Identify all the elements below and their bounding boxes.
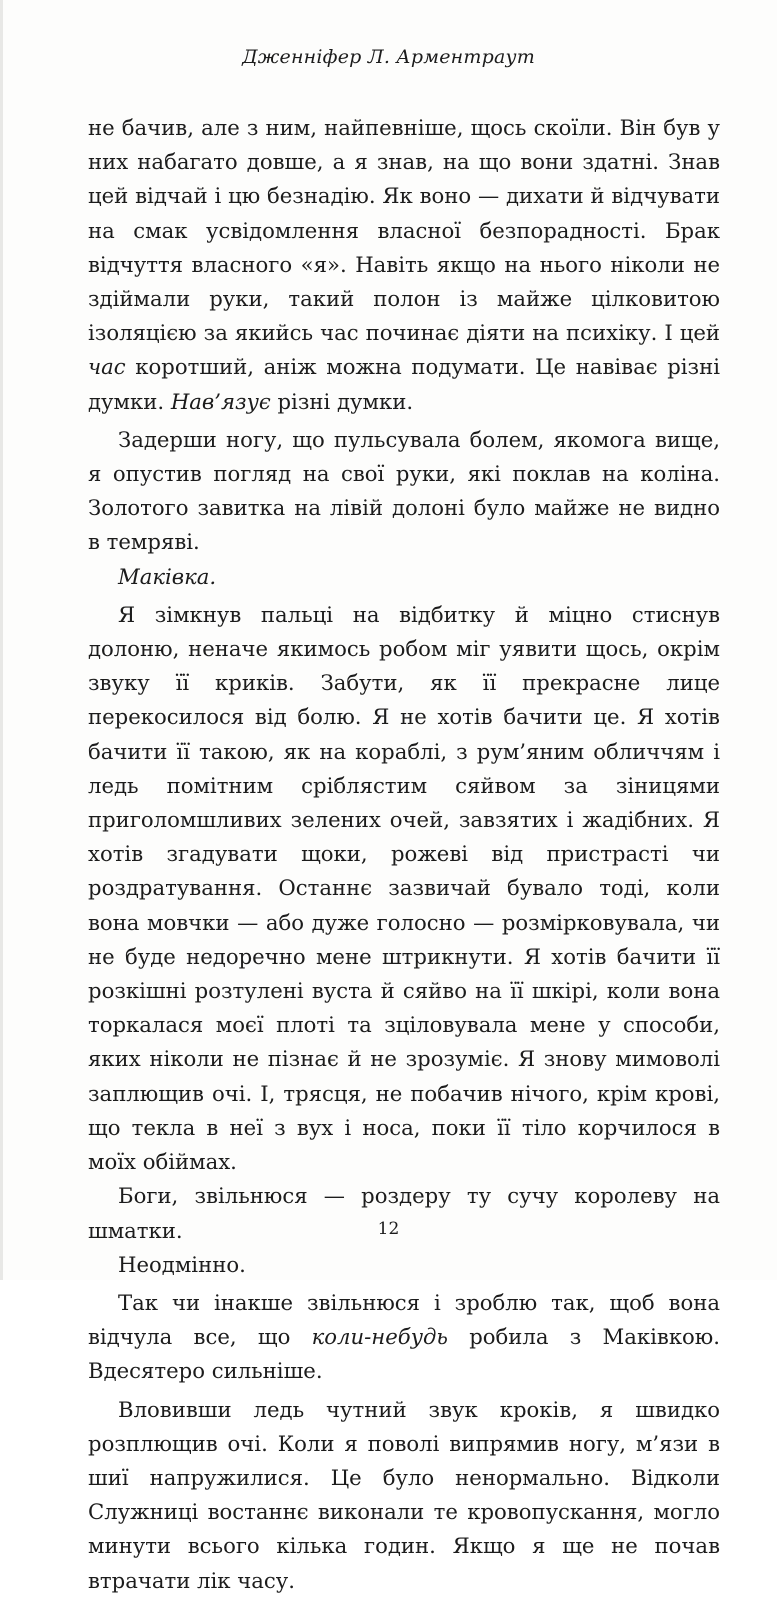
paragraph: Неодмінно. bbox=[118, 1251, 246, 1277]
page-edge-shadow bbox=[0, 0, 3, 1280]
paragraph: Задерши ногу, що пульсувала болем, якомога вище, я опустив погляд на свої руки, які поклав на коліна. Золотого завитка на лівій долоні було майже не видно в темряві. bbox=[88, 426, 720, 555]
paragraph: Боги, звільнюся — роздеру ту сучу королеву на шматки. bbox=[88, 1183, 720, 1243]
text-run: різні думки. bbox=[270, 388, 414, 414]
italic-word: коли-небудь bbox=[311, 1324, 448, 1350]
text-run: Так чи інакше звільнюся і зроблю так, щоб вона відчула все, що bbox=[88, 1289, 720, 1350]
paragraph bbox=[88, 560, 720, 594]
text-run: коротший, аніж можна подумати. Це навіває різні думки. bbox=[88, 354, 720, 414]
page-number: 12 bbox=[377, 1219, 400, 1239]
italic-line: Маківка. bbox=[118, 563, 217, 589]
running-head: Дженніфер Л. Арментраут bbox=[242, 46, 535, 68]
paragraph: Вловивши ледь чутний звук кроків, я швидко розплющив очі. Коли я поволі випрямив ногу, м’язи в шиї напружилися. Це було ненормально. Відколи Служниці востаннє виконали те кровопускання, могло минути всього кілька годин. Якщо я ще не почав втрачати лік часу. bbox=[88, 1396, 720, 1593]
paragraph bbox=[88, 111, 720, 419]
body-text bbox=[88, 111, 720, 1598]
paragraph: Я зімкнув пальці на відбитку й міцно стиснув долоню, неначе якимось робом міг уявити щось, окрім звуку її криків. Забути, як її прекрасне лице перекосилося від болю. Я не хотів бачити це. Я хотів бачити її такою, як на кораблі, з рум’яним обличчям і ледь помітним сріблястим сяйвом за зіницями приголомшливих зелених очей, завзятих і жадібних. Я хотів згадувати щоки, рожеві від пристрасті чи роздратування. Останнє зазвичай бувало тоді, коли вона мовчки — або дуже голосно — розмірковувала, чи не буде недоречно мене штрикнути. Я хотів бачити її розкішні розтулені вуста й сяйво на її шкірі, коли вона торкалася моєї плоті та зціловувала мене у способи, яких ніколи не пізнає й не зрозуміє. Я знову мимоволі заплющив очі. І, трясця, не побачив нічого, крім крові, що текла в неї з вух і носа, поки її тіло корчилося в моїх обіймах. bbox=[88, 601, 720, 1175]
text-run: робила з Маківкою. Вдесятеро сильніше. bbox=[88, 1324, 720, 1384]
paragraph bbox=[88, 1286, 720, 1389]
italic-word: Нав’язує bbox=[170, 388, 271, 414]
text-run: не бачив, але з ним, найпевніше, щось скоїли. Він був у них набагато довше, а я знав, на що вони здатні. Знав цей відчай і цю безнадію. Як воно — дихати й відчувати на смак усвідомлення власної безпорадності. Брак відчуття власного «я». Навіть якщо на нього ніколи не здіймали руки, такий полон із майже цілковитою ізоляцією за якийсь час починає діяти на психіку. І цей bbox=[88, 115, 720, 346]
italic-word: час bbox=[88, 354, 126, 380]
